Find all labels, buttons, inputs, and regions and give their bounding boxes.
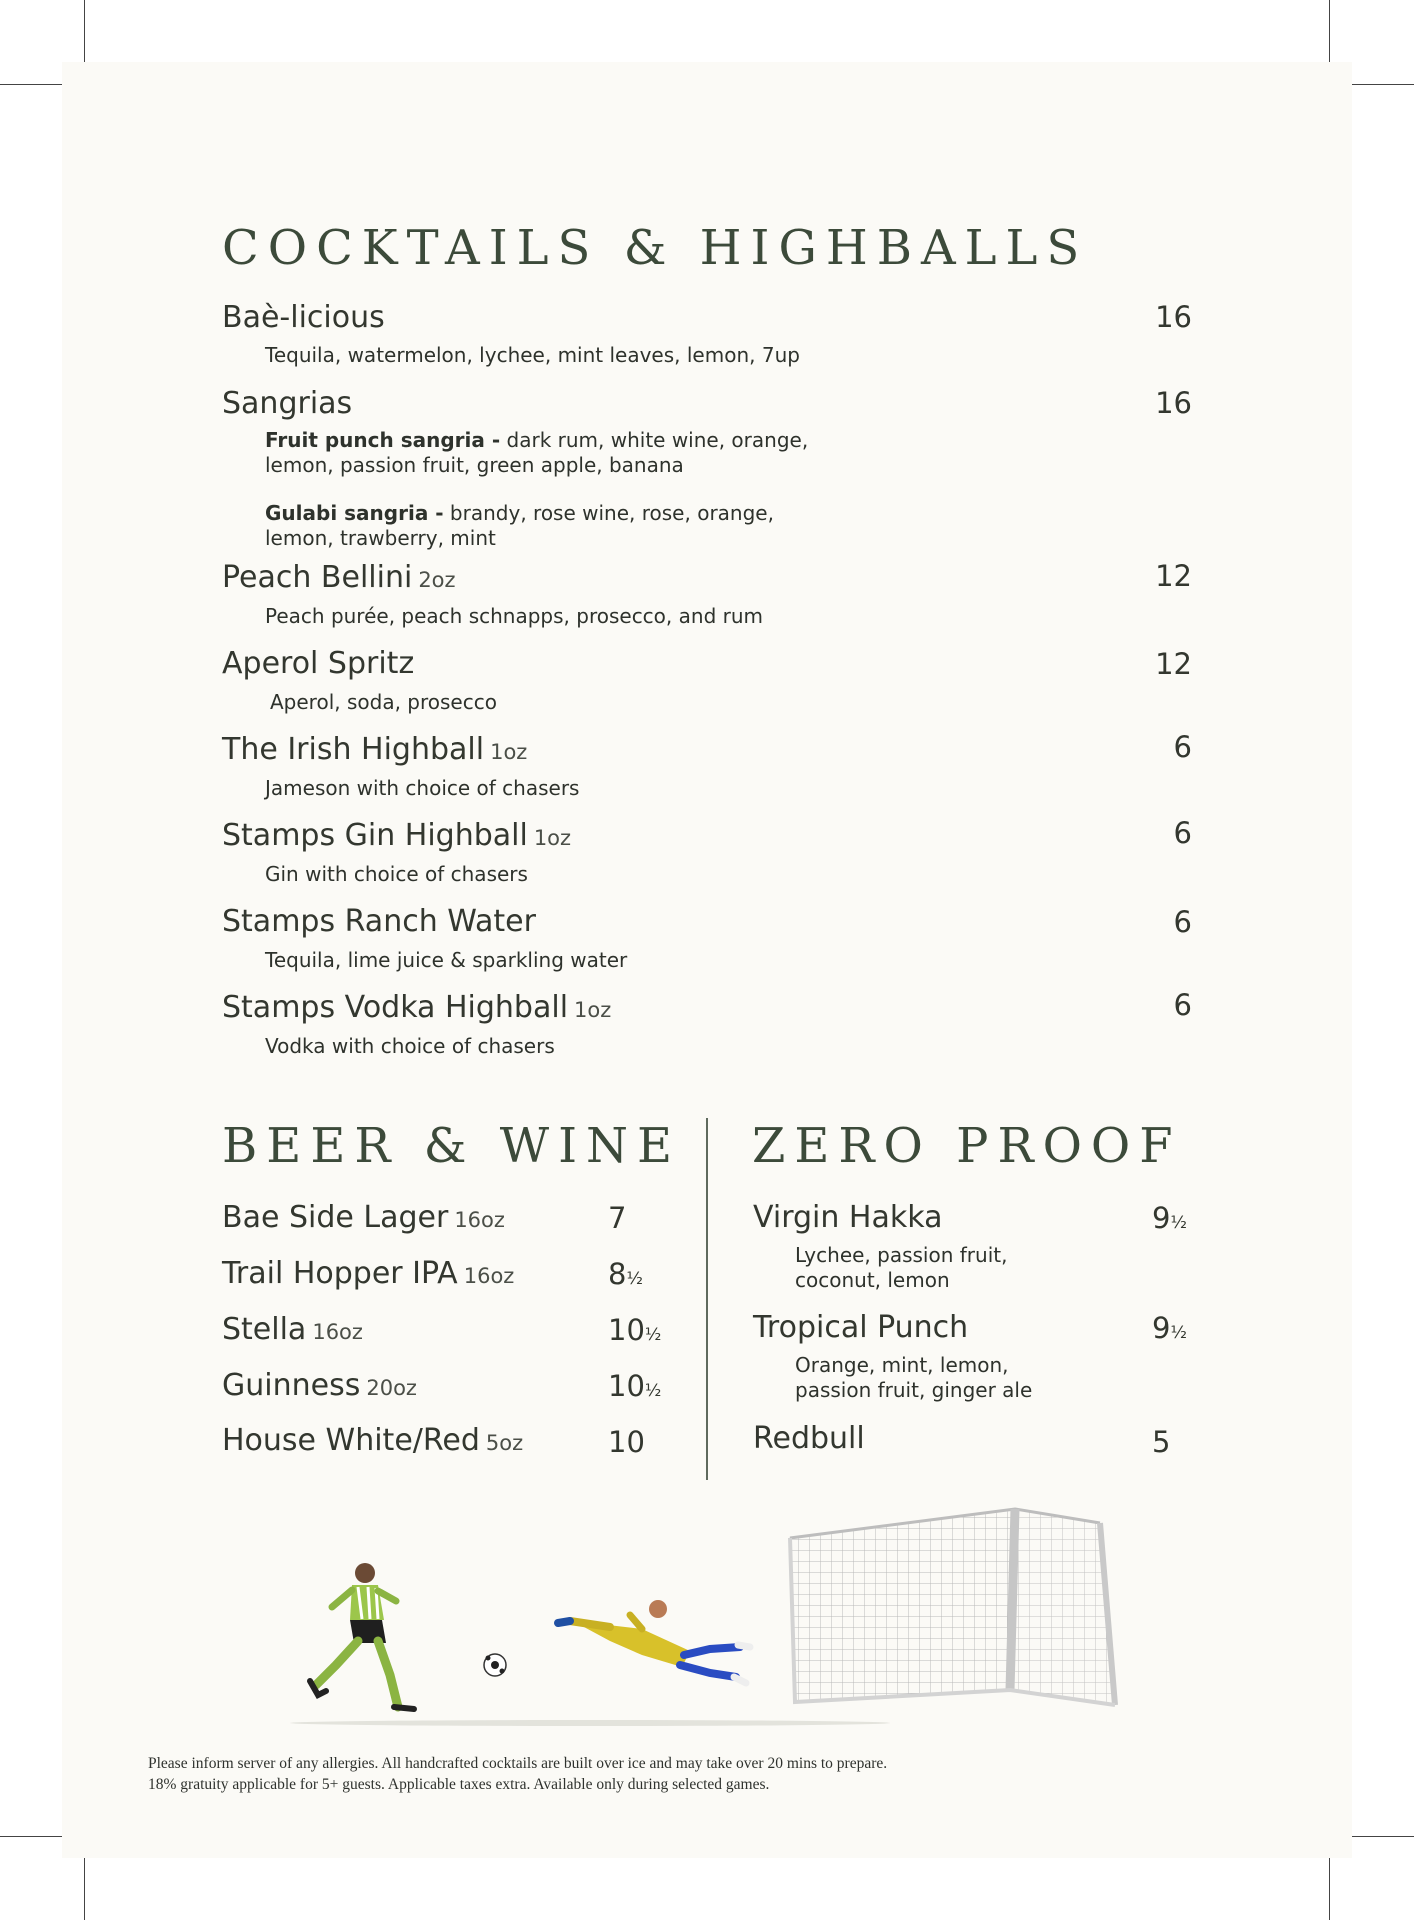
footnote-line: Please inform server of any allergies. All handcrafted cocktails are built over ice and may take over 20 mins to prepare. <box>148 1755 888 1772</box>
item-price: 8½ <box>608 1257 643 1291</box>
item-name: Baè-licious <box>222 300 385 335</box>
item-description: Vodka with choice of chasers <box>265 1034 555 1058</box>
goal-net <box>790 1509 1115 1705</box>
item-name: Peach Bellini 2oz <box>222 560 456 595</box>
item-description: Aperol, soda, prosecco <box>270 690 497 714</box>
item-size: 5oz <box>485 1431 524 1455</box>
crop-mark <box>1346 84 1414 85</box>
crop-mark <box>84 1852 85 1920</box>
item-size: 1oz <box>533 826 572 850</box>
item-price: 12 <box>1155 647 1192 681</box>
soccer-illustration <box>270 1495 1130 1735</box>
item-price: 6 <box>1173 730 1192 764</box>
crop-mark <box>1329 1852 1330 1920</box>
item-price: 6 <box>1173 816 1192 850</box>
goalkeeper-player <box>558 1600 750 1683</box>
item-price: 12 <box>1155 559 1192 593</box>
item-price: 16 <box>1155 386 1192 420</box>
zero-proof-title: ZERO PROOF <box>752 1118 1182 1174</box>
item-name: Trail Hopper IPA 16oz <box>222 1256 515 1291</box>
item-name: Stella 16oz <box>222 1312 363 1347</box>
item-price: 7 <box>608 1201 627 1235</box>
crop-mark <box>0 1836 68 1837</box>
footnote-line: 18% gratuity applicable for 5+ guests. Applicable taxes extra. Available only during selected games. <box>148 1776 770 1793</box>
sangria-name: Gulabi sangria - <box>265 501 444 525</box>
item-description: Tequila, lime juice & sparkling water <box>265 948 628 972</box>
crop-mark <box>84 0 85 68</box>
beer-wine-title: BEER & WINE <box>222 1118 682 1174</box>
item-size: 16oz <box>454 1208 505 1232</box>
item-size: 1oz <box>490 740 528 764</box>
sangria-gulabi-description: Gulabi sangria - brandy, rose wine, rose, orange, lemon, trawberry, mint <box>265 501 774 550</box>
crop-mark <box>1346 1836 1414 1837</box>
item-price: 6 <box>1173 988 1192 1022</box>
item-name: Virgin Hakka <box>753 1200 943 1235</box>
item-name: Aperol Spritz <box>222 646 415 681</box>
soccer-ball <box>484 1654 506 1676</box>
item-name: House White/Red 5oz <box>222 1423 524 1458</box>
item-size: 1oz <box>574 998 612 1022</box>
item-size: 20oz <box>366 1376 417 1400</box>
item-name: Stamps Ranch Water <box>222 904 536 939</box>
item-price: 5 <box>1152 1425 1171 1459</box>
item-name: Sangrias <box>222 386 353 421</box>
item-size: 16oz <box>463 1264 515 1288</box>
item-price: 10½ <box>608 1369 662 1403</box>
striker-player <box>310 1563 414 1709</box>
crop-mark <box>1329 0 1330 68</box>
item-name: Stamps Gin Highball 1oz <box>222 818 572 853</box>
item-size: 2oz <box>418 568 456 592</box>
item-name: The Irish Highball 1oz <box>222 732 528 767</box>
item-description: Gin with choice of chasers <box>265 862 528 886</box>
cocktails-title: COCKTAILS & HIGHBALLS <box>222 220 1089 276</box>
sangria-name: Fruit punch sangria - <box>265 428 501 452</box>
item-price: 6 <box>1173 905 1192 939</box>
item-description: Lychee, passion fruit, coconut, lemon <box>795 1243 1008 1292</box>
item-size: 16oz <box>312 1320 363 1344</box>
item-price: 10½ <box>608 1313 662 1347</box>
item-price: 9½ <box>1152 1201 1187 1235</box>
item-price: 10 <box>608 1425 645 1459</box>
item-description: Orange, mint, lemon, passion fruit, ginger ale <box>795 1353 1033 1402</box>
sangria-fruit-punch-description: Fruit punch sangria - dark rum, white wine, orange, lemon, passion fruit, green apple, banana <box>265 428 809 477</box>
item-price: 9½ <box>1152 1311 1187 1345</box>
item-description: Jameson with choice of chasers <box>265 776 580 800</box>
item-name: Redbull <box>753 1421 865 1456</box>
item-price: 16 <box>1155 300 1192 334</box>
item-name: Stamps Vodka Highball 1oz <box>222 990 612 1025</box>
item-name: Tropical Punch <box>753 1310 969 1345</box>
footnote <box>148 1753 887 1795</box>
item-name: Guinness 20oz <box>222 1368 417 1403</box>
item-name: Bae Side Lager 16oz <box>222 1200 505 1235</box>
crop-mark <box>0 84 68 85</box>
column-divider <box>706 1118 708 1480</box>
item-description: Peach purée, peach schnapps, prosecco, and rum <box>265 604 763 628</box>
item-description: Tequila, watermelon, lychee, mint leaves, lemon, 7up <box>265 343 800 367</box>
